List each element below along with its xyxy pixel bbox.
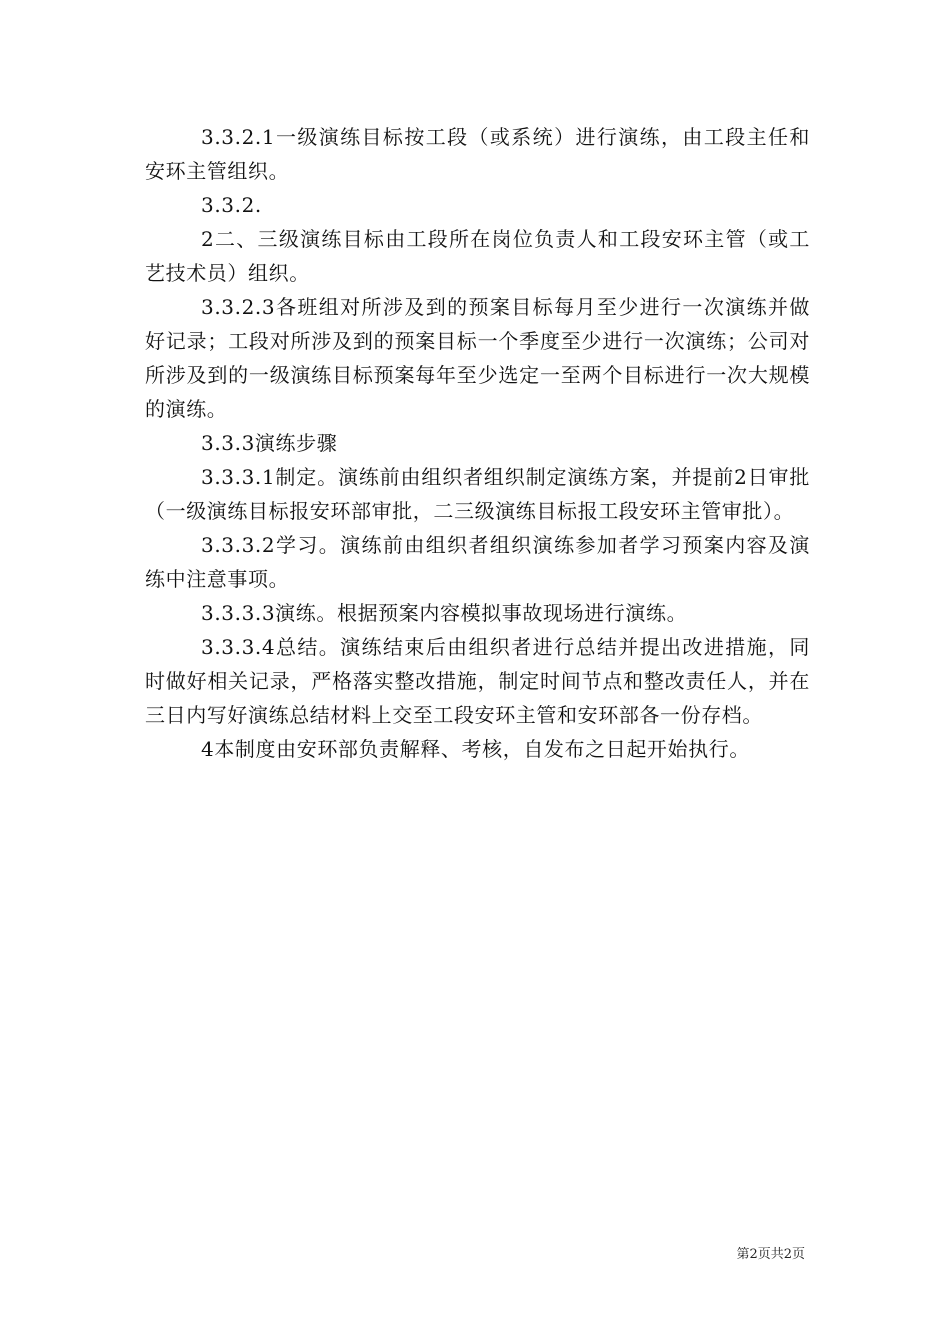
paragraph-3-3-3-4: 3.3.3.4总结。演练结束后由组织者进行总结并提出改进措施，同时做好相关记录，严格落实整改措施，制定时间节点和整改责任人，并在三日内写好演练总结材料上交至工段安环主管和安环部各一份存档。 — [145, 635, 810, 727]
paragraph-3-3-2-3: 3.3.2.3各班组对所涉及到的预案目标每月至少进行一次演练并做好记录；工段对所涉及到的预案目标一个季度至少进行一次演练；公司对所涉及到的一级演练目标预案每年至少选定一至两个目标进行一次大规模的演练。 — [145, 295, 810, 421]
paragraph-3-3-3-1: 3.3.3.1制定。演练前由组织者组织制定演练方案，并提前2日审批（一级演练目标报安环部审批，二三级演练目标报工段安环主管审批）。 — [145, 465, 810, 523]
paragraph-3-3-3: 3.3.3演练步骤 — [201, 431, 338, 455]
paragraph-3-3-2-2: 2二、三级演练目标由工段所在岗位负责人和工段安环主管（或工艺技术员）组织。 — [145, 227, 810, 285]
page-number-footer: 第2页共2页 — [736, 1247, 805, 1262]
document-body — [145, 120, 810, 766]
paragraph-4: 4本制度由安环部负责解释、考核，自发布之日起开始执行。 — [201, 737, 750, 761]
paragraph-3-3-2-1: 3.3.2.1一级演练目标按工段（或系统）进行演练，由工段主任和安环主管组织。 — [145, 125, 810, 183]
paragraph-3-3-3-2: 3.3.3.2学习。演练前由组织者组织演练参加者学习预案内容及演练中注意事项。 — [145, 533, 810, 591]
paragraph-3-3-2: 3.3.2. — [201, 193, 262, 217]
paragraph-3-3-3-3: 3.3.3.3演练。根据预案内容模拟事故现场进行演练。 — [201, 601, 688, 625]
